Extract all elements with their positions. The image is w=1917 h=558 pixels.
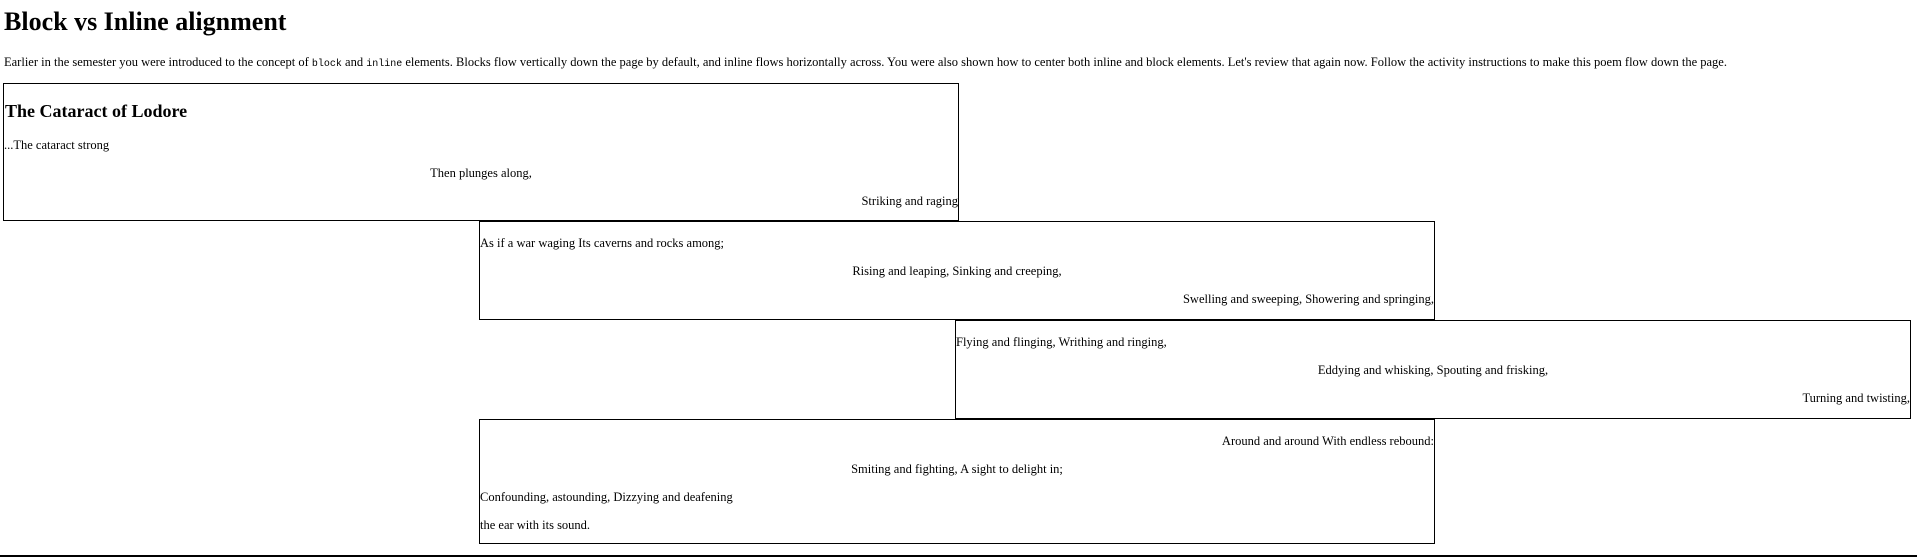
page-title: Block vs Inline alignment	[4, 7, 287, 36]
poem-line: Around and around With endless rebound:	[1221, 434, 1434, 448]
intro-text-end: elements. Blocks flow vertically down the page by default, and inline flows horizontally across. You were also shown how to center both inline and block elements. Let's review that again now. Follow the activity instructions to make this poem flow down the page.	[402, 55, 1727, 69]
intro-text-start: Earlier in the semester you were introduced to the concept of	[4, 55, 312, 69]
poem-line: Striking and raging	[861, 194, 958, 208]
poem-line: the ear with its sound.	[480, 518, 591, 532]
poem-line: Then plunges along,	[430, 166, 532, 180]
poem-stanza-3	[955, 320, 1911, 419]
poem-line: Turning and twisting,	[1802, 391, 1910, 405]
poem-line: As if a war waging Its caverns and rocks among;	[480, 236, 725, 250]
intro-text-and: and	[341, 55, 367, 69]
intro-paragraph	[4, 54, 1727, 73]
poem-line: Flying and flinging, Writhing and ringing,	[956, 335, 1167, 349]
poem-stanza-2	[479, 221, 1435, 320]
poem-line: Smiting and fighting, A sight to delight in;	[851, 462, 1063, 476]
inline-code: inline	[366, 59, 403, 70]
poem-stanza-1	[3, 83, 959, 221]
block-code: block	[311, 59, 342, 70]
poem-title: The Cataract of Lodore	[5, 101, 188, 121]
poem-line: ...The cataract strong	[4, 138, 110, 152]
poem-line: Eddying and whisking, Spouting and frisking,	[1317, 363, 1549, 377]
poem-line: Swelling and sweeping, Showering and springing,	[1182, 292, 1434, 306]
poem-line: Confounding, astounding, Dizzying and deafening	[480, 490, 733, 504]
bottom-divider	[0, 555, 1917, 557]
poem-stanza-4	[479, 419, 1435, 544]
poem-line: Rising and leaping, Sinking and creeping,	[852, 264, 1062, 278]
